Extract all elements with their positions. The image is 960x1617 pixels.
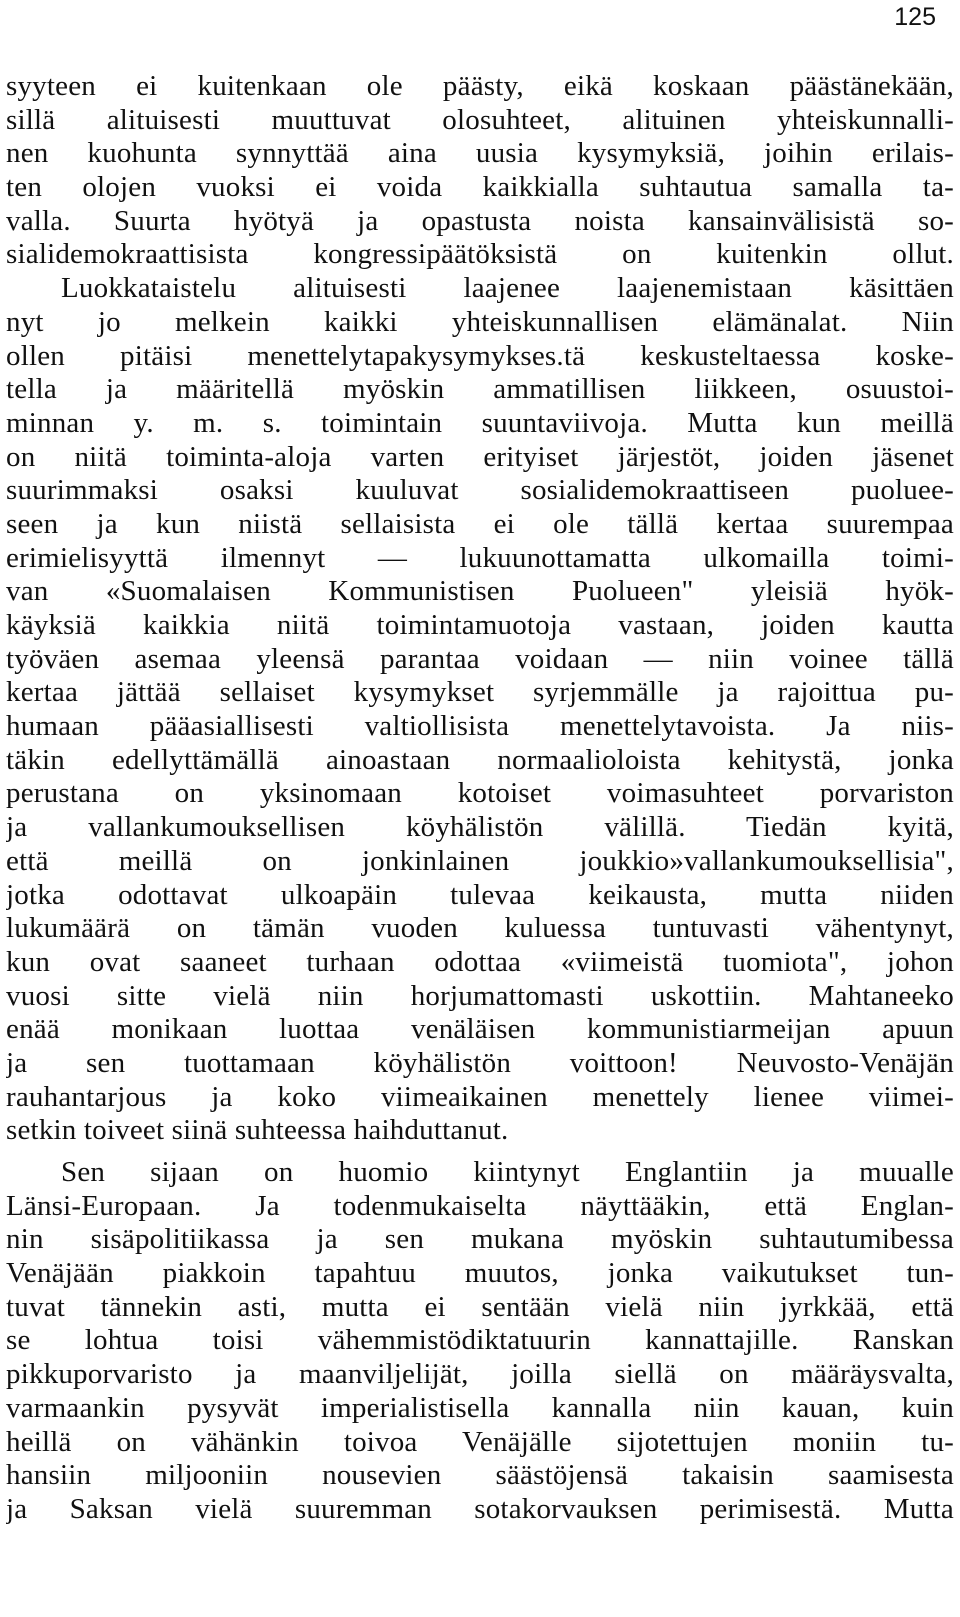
text-line: työväen asemaa yleensä parantaa voidaan — niin voinee tällä (6, 642, 954, 675)
text-line: käyksiä kaikkia niitä toimintamuotoja vastaan, joiden kautta (6, 609, 954, 641)
text-line: humaan pääasiallisesti valtiollisista menettelytavoista. Ja niis- (6, 710, 954, 743)
text-line: perustana on yksinomaan kotoiset voimasuhteet porvariston (6, 777, 954, 810)
text-line: hansiin miljooniin nousevien säästöjensä takaisin saamisesta (6, 1459, 954, 1492)
text-line: nyt jo melkein kaikki yhteiskunnallisen elämänalat. Niin (6, 305, 954, 338)
text-line: setkin toiveet siinä suhteessa haihduttanut. (6, 1114, 509, 1147)
text-line: ollen pitäisi menettelytapakysymykses.tä keskusteltaessa koske- (6, 339, 954, 372)
text-line: valla. Suurta hyötyä ja opastusta noista kansainvälisistä so- (6, 204, 954, 237)
text-line: erimielisyyttä ilmennyt — lukuunottamatta ulkomailla toimi- (6, 541, 954, 574)
text-line: ja Saksan vielä suuremman sotakorvauksen perimisestä. Mutta (6, 1492, 954, 1525)
text-line: Venäjään piakkoin tapahtuu muutos, jonka vaikutukset tun- (6, 1257, 954, 1290)
text-line: Sen sijaan on huomio kiintynyt Englantiin ja muualle (61, 1156, 954, 1188)
text-line: vuosi sitte vielä niin horjumattomasti uskottiin. Mahtaneeko (6, 979, 954, 1012)
text-line: rauhantarjous ja koko viimeaikainen menettely lienee viimei- (6, 1080, 954, 1113)
text-line: van «Suomalaisen Kommunistisen Puolueen" yleisiä hyök- (6, 575, 954, 608)
body-text (6, 70, 954, 1527)
page-number: 125 (894, 3, 936, 31)
text-line: syyteen ei kuitenkaan ole päästy, eikä koskaan päästänekään, (6, 70, 954, 102)
text-line: tuvat tännekin asti, mutta ei sentään vielä niin jyrkkää, että (6, 1290, 954, 1323)
text-line: seen ja kun niistä sellaisista ei ole tällä kertaa suurempaa (6, 507, 954, 540)
text-line: minnan y. m. s. toimintain suuntaviivoja. Mutta kun meillä (6, 406, 954, 439)
text-line: ja sen tuottamaan köyhälistön voittoon! Neuvosto-Venäjän (6, 1046, 954, 1079)
text-line: täkin edellyttämällä ainoastaan normaalioloista kehitystä, jonka (6, 743, 954, 776)
text-line: että meillä on jonkinlainen joukkio»vallankumouksellisia", (6, 844, 954, 877)
text-line: on niitä toiminta-aloja varten erityiset järjestöt, joiden jäsenet (6, 440, 954, 473)
text-line: lukumäärä on tämän vuoden kuluessa tuntuvasti vähentynyt, (6, 912, 954, 945)
text-line: Länsi-Europaan. Ja todenmukaiselta näyttääkin, että Englan- (6, 1189, 954, 1222)
text-line: kertaa jättää sellaiset kysymykset syrjemmälle ja rajoittua pu- (6, 676, 954, 709)
text-line: sialidemokraattisista kongressipäätöksistä on kuitenkin ollut. (6, 238, 954, 271)
text-line: tella ja määritellä myöskin ammatillisen liikkeen, osuustoi- (6, 373, 954, 406)
text-line: ten olojen vuoksi ei voida kaikkialla suhtautua samalla ta- (6, 171, 954, 204)
text-line: varmaankin pysyvät imperialistisella kannalla niin kauan, kuin (6, 1391, 954, 1424)
text-line: heillä on vähänkin toivoa Venäjälle sijotettujen moniin tu- (6, 1425, 954, 1458)
text-line: enää monikaan luottaa venäläisen kommunistiarmeijan apuun (6, 1013, 954, 1046)
text-line: kun ovat saaneet turhaan odottaa «viimeistä tuomiota", johon (6, 945, 954, 978)
text-line: Luokkataistelu alituisesti laajenee laajenemistaan käsittäen (61, 272, 954, 305)
text-line: pikkuporvaristo ja maanviljelijät, joilla siellä on määräysvalta, (6, 1358, 954, 1391)
text-line: se lohtua toisi vähemmistödiktatuurin kannattajille. Ranskan (6, 1324, 954, 1357)
text-line: suurimmaksi osaksi kuuluvat sosialidemokraattiseen puoluee- (6, 474, 954, 507)
text-line: nin sisäpolitiikassa ja sen mukana myöskin suhtautumibessa (6, 1223, 954, 1256)
text-line: jotka odottavat ulkoapäin tulevaa keikausta, mutta niiden (6, 878, 954, 911)
text-line: ja vallankumouksellisen köyhälistön välillä. Tiedän kyitä, (6, 811, 954, 844)
text-line: sillä alituisesti muuttuvat olosuhteet, alituinen yhteiskunnalli- (6, 103, 954, 136)
text-line: nen kuohunta synnyttää aina uusia kysymyksiä, joihin erilais- (6, 137, 954, 170)
